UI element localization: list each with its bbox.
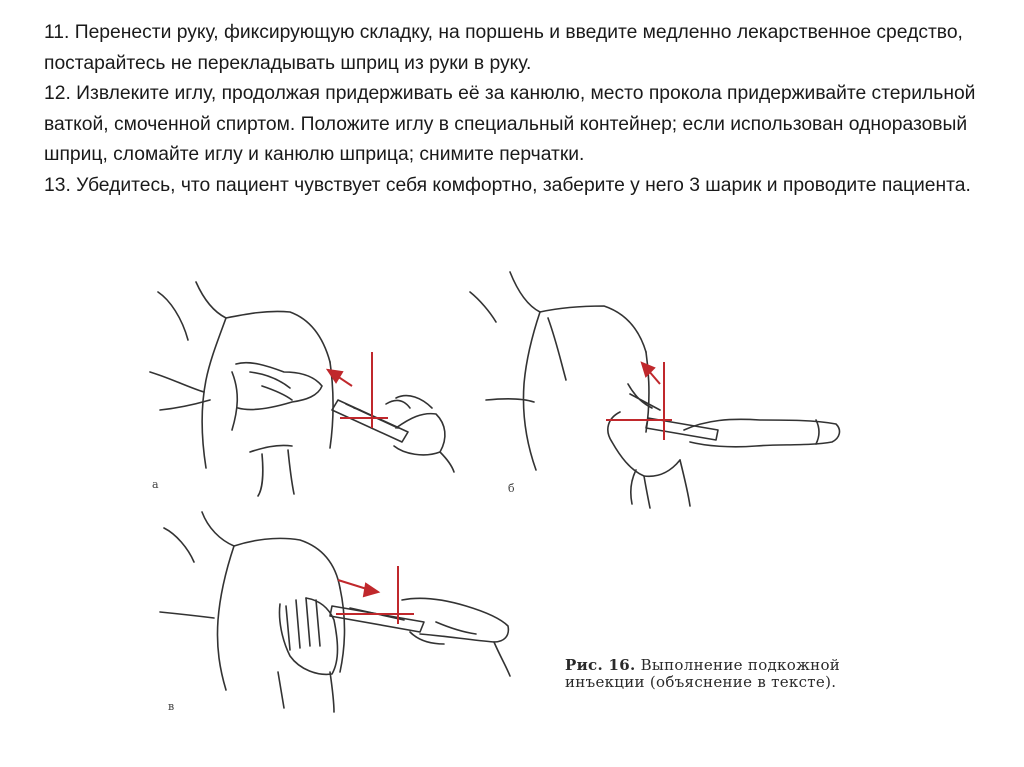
step-12: 12. Извлеките иглу, продолжая придерживать её за канюлю, место прокола придерживайте стерильной ваткой, смоченной спиртом. Положите иглу в специальный контейнер; если использован одноразовый шприц, сломайте иглу и канюлю шприца; снимите перчатки.: [44, 83, 976, 166]
panel-c-drawing: [160, 512, 510, 712]
step-13: 13. Убедитесь, что пациент чувствует себя комфортно, заберите у него 3 шарик и проводите пациента.: [44, 174, 971, 196]
figure-number: Рис. 16.: [565, 656, 636, 674]
figure-caption-text: Выполнение подкожной инъекции (объяснение в тексте).: [565, 656, 841, 691]
panel-a-drawing: [150, 282, 454, 496]
step-11: 11. Перенести руку, фиксирующую складку, на поршень и введите медленно лекарственное средство, постарайтесь не перекладывать шприц из руки в руку.: [44, 22, 963, 74]
panel-label-a: а: [152, 478, 159, 491]
panel-label-c: в: [168, 700, 175, 713]
figure-caption: [565, 657, 875, 691]
red-annotation-marks: [328, 352, 672, 624]
panel-b-drawing: [470, 272, 839, 508]
panel-label-b: б: [508, 482, 515, 495]
